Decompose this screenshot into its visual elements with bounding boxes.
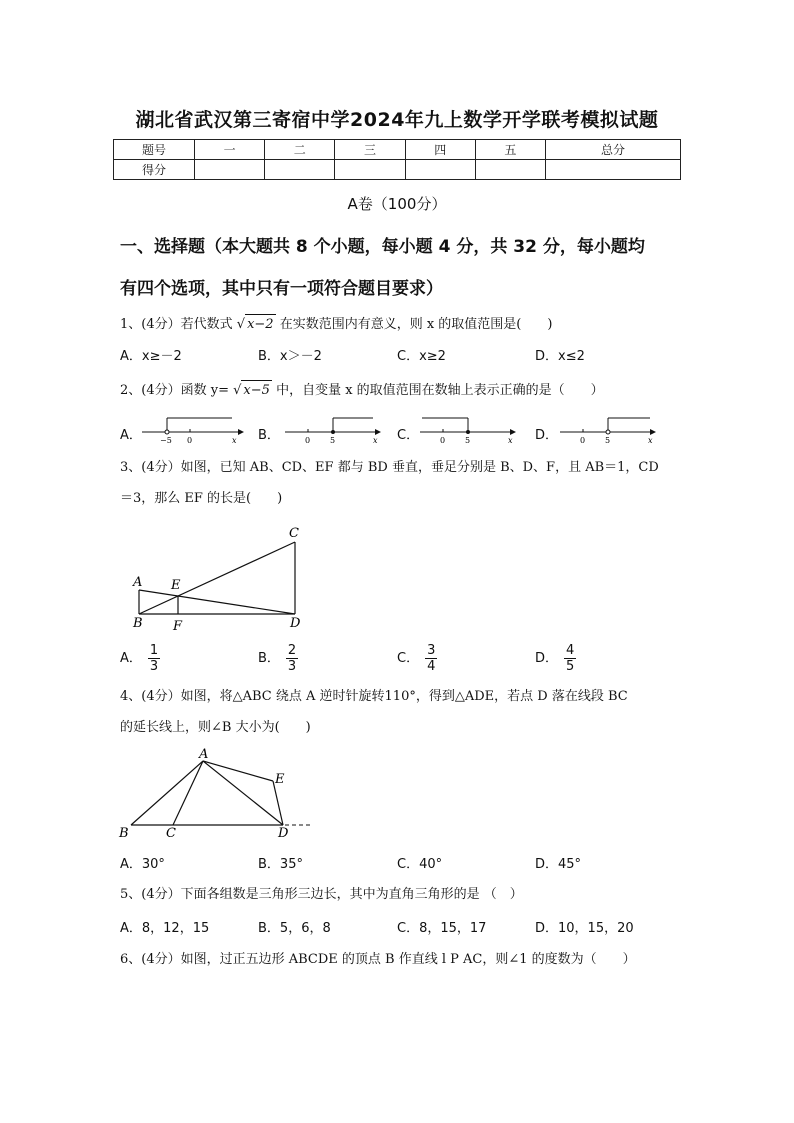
q2b-zero-label: 0	[305, 436, 311, 445]
q2c-zero-label: 0	[440, 436, 446, 445]
q2d-x-label: x	[648, 436, 653, 445]
q3-point-d: D	[290, 616, 301, 631]
q4-option-b[interactable]: B．35°	[258, 857, 303, 872]
question-1: 1、(4分）若代数式 √ x−2 在实数范围内有意义，则 x 的取值范围是( )	[120, 314, 680, 335]
q1-suffix: 在实数范围内有意义，则 x 的取值范围是( )	[279, 317, 553, 332]
q2c-five-label: 5	[465, 436, 471, 445]
q3-point-e: E	[171, 578, 181, 593]
q2-numberline-b[interactable]	[283, 412, 383, 446]
q2a-x-label: x	[232, 436, 237, 445]
question-5: 5、(4分）下面各组数是三角形三边长，其中为直角三角形的是 （ ）	[120, 887, 523, 902]
table-row	[114, 160, 681, 180]
q3-a-den: 3	[149, 659, 159, 674]
q1-option-c[interactable]: C．x≥2	[397, 349, 446, 364]
section-a-title: A卷（100分）	[347, 195, 447, 213]
q3-c-den: 4	[427, 659, 436, 674]
q3-option-b-label: B．	[258, 651, 280, 666]
q3-c-num: 3	[427, 643, 436, 658]
q2-option-a-label[interactable]: A．	[120, 428, 142, 443]
q1-option-d[interactable]: D．x≤2	[535, 349, 585, 364]
q4-point-e: E	[275, 772, 285, 787]
q2-numberline-a[interactable]	[140, 412, 245, 446]
q2-numberline-c[interactable]	[418, 412, 518, 446]
q3-b-den: 3	[287, 659, 297, 674]
q2a-zero-label: 0	[187, 436, 193, 445]
question-2: 2、(4分）函数 y= √ x−5 中，自变量 x 的取值范围在数轴上表示正确的是（ ）	[120, 380, 680, 401]
q1-option-b[interactable]: B．x＞－2	[258, 349, 322, 364]
q4-option-a[interactable]: A．30°	[120, 857, 165, 872]
q2-numberline-d[interactable]	[558, 412, 658, 446]
q4-figure	[115, 745, 315, 845]
question-4-line2: 的延长线上，则∠B 大小为( )	[120, 720, 311, 735]
q5-option-d[interactable]: D．10，15，20	[535, 921, 634, 936]
q3-option-a-label: A．	[120, 651, 142, 666]
table-cell: 题号	[114, 140, 195, 160]
table-row	[114, 140, 681, 160]
q3-point-a: A	[133, 575, 143, 590]
q1-radicand: x−2	[245, 314, 276, 335]
q3-option-d-label: D．	[535, 651, 559, 666]
q5-option-b[interactable]: B．5，6，8	[258, 921, 331, 936]
table-cell[interactable]	[335, 160, 405, 180]
q5-option-c[interactable]: C．8，15，17	[397, 921, 487, 936]
q2d-five-label: 5	[605, 436, 611, 445]
question-3-line2: ＝3，那么 EF 的长是( )	[120, 491, 283, 506]
q2-option-b-label[interactable]: B．	[258, 428, 280, 443]
q3-d-num: 4	[566, 643, 575, 658]
q3-option-c[interactable]	[397, 643, 437, 674]
q3-b-num: 2	[287, 643, 297, 658]
q1-option-a[interactable]: A．x≥－2	[120, 349, 182, 364]
table-cell: 一	[195, 140, 265, 160]
q2c-x-label: x	[508, 436, 513, 445]
table-cell[interactable]	[475, 160, 545, 180]
table-cell: 总分	[546, 140, 681, 160]
table-cell[interactable]	[546, 160, 681, 180]
q3-option-d[interactable]	[535, 643, 576, 674]
q2b-x-label: x	[373, 436, 378, 445]
q4-point-d: D	[278, 826, 289, 841]
q3-option-c-label: C．	[397, 651, 420, 666]
q3-a-num: 1	[149, 643, 159, 658]
q2-radicand: x−5	[241, 380, 272, 401]
page-title: 湖北省武汉第三寄宿中学2024年九上数学开学联考模拟试题	[135, 109, 659, 131]
question-3-line1: 3、(4分）如图，已知 AB、CD、EF 都与 BD 垂直，垂足分别是 B、D、F，且 AB＝1，CD	[120, 460, 659, 475]
q4-point-b: B	[119, 826, 129, 841]
q3-point-f: F	[173, 619, 183, 634]
q2-option-c-label[interactable]: C．	[397, 428, 420, 443]
part1-heading-line2: 有四个选项，其中只有一项符合题目要求）	[120, 279, 443, 299]
part1-heading-line1: 一、选择题（本大题共 8 个小题，每小题 4 分，共 32 分，每小题均	[120, 237, 645, 257]
table-cell: 四	[405, 140, 475, 160]
q2b-five-label: 5	[330, 436, 336, 445]
table-cell: 五	[475, 140, 545, 160]
table-cell: 得分	[114, 160, 195, 180]
table-cell: 二	[265, 140, 335, 160]
q4-point-a: A	[199, 747, 209, 762]
q4-point-c: C	[166, 826, 176, 841]
q2a-neg5-label: −5	[160, 436, 172, 445]
q4-option-c[interactable]: C．40°	[397, 857, 443, 872]
q3-option-a[interactable]	[120, 643, 160, 674]
q3-point-c: C	[289, 526, 299, 541]
q5-option-a[interactable]: A．8，12，15	[120, 921, 210, 936]
q1-prefix: 1、(4分）若代数式	[120, 317, 233, 332]
q3-option-b[interactable]	[258, 643, 298, 674]
table-cell[interactable]	[405, 160, 475, 180]
q3-figure	[125, 520, 315, 635]
table-cell: 三	[335, 140, 405, 160]
q2-prefix: 2、(4分）函数 y=	[120, 383, 229, 398]
table-cell[interactable]	[265, 160, 335, 180]
q4-option-d[interactable]: D．45°	[535, 857, 582, 872]
q3-d-den: 5	[566, 659, 575, 674]
q2-suffix: 中，自变量 x 的取值范围在数轴上表示正确的是（ ）	[276, 383, 604, 398]
question-6: 6、(4分）如图，过正五边形 ABCDE 的顶点 B 作直线 l P AC，则∠1 的度数为（ ）	[120, 952, 636, 967]
question-4-line1: 4、(4分）如图，将△ABC 绕点 A 逆时针旋转110°，得到△ADE，若点 D 落在线段 BC	[120, 689, 628, 704]
table-cell[interactable]	[195, 160, 265, 180]
score-table	[113, 139, 681, 180]
q3-point-b: B	[133, 616, 143, 631]
q2d-zero-label: 0	[580, 436, 586, 445]
q2-option-d-label[interactable]: D．	[535, 428, 559, 443]
